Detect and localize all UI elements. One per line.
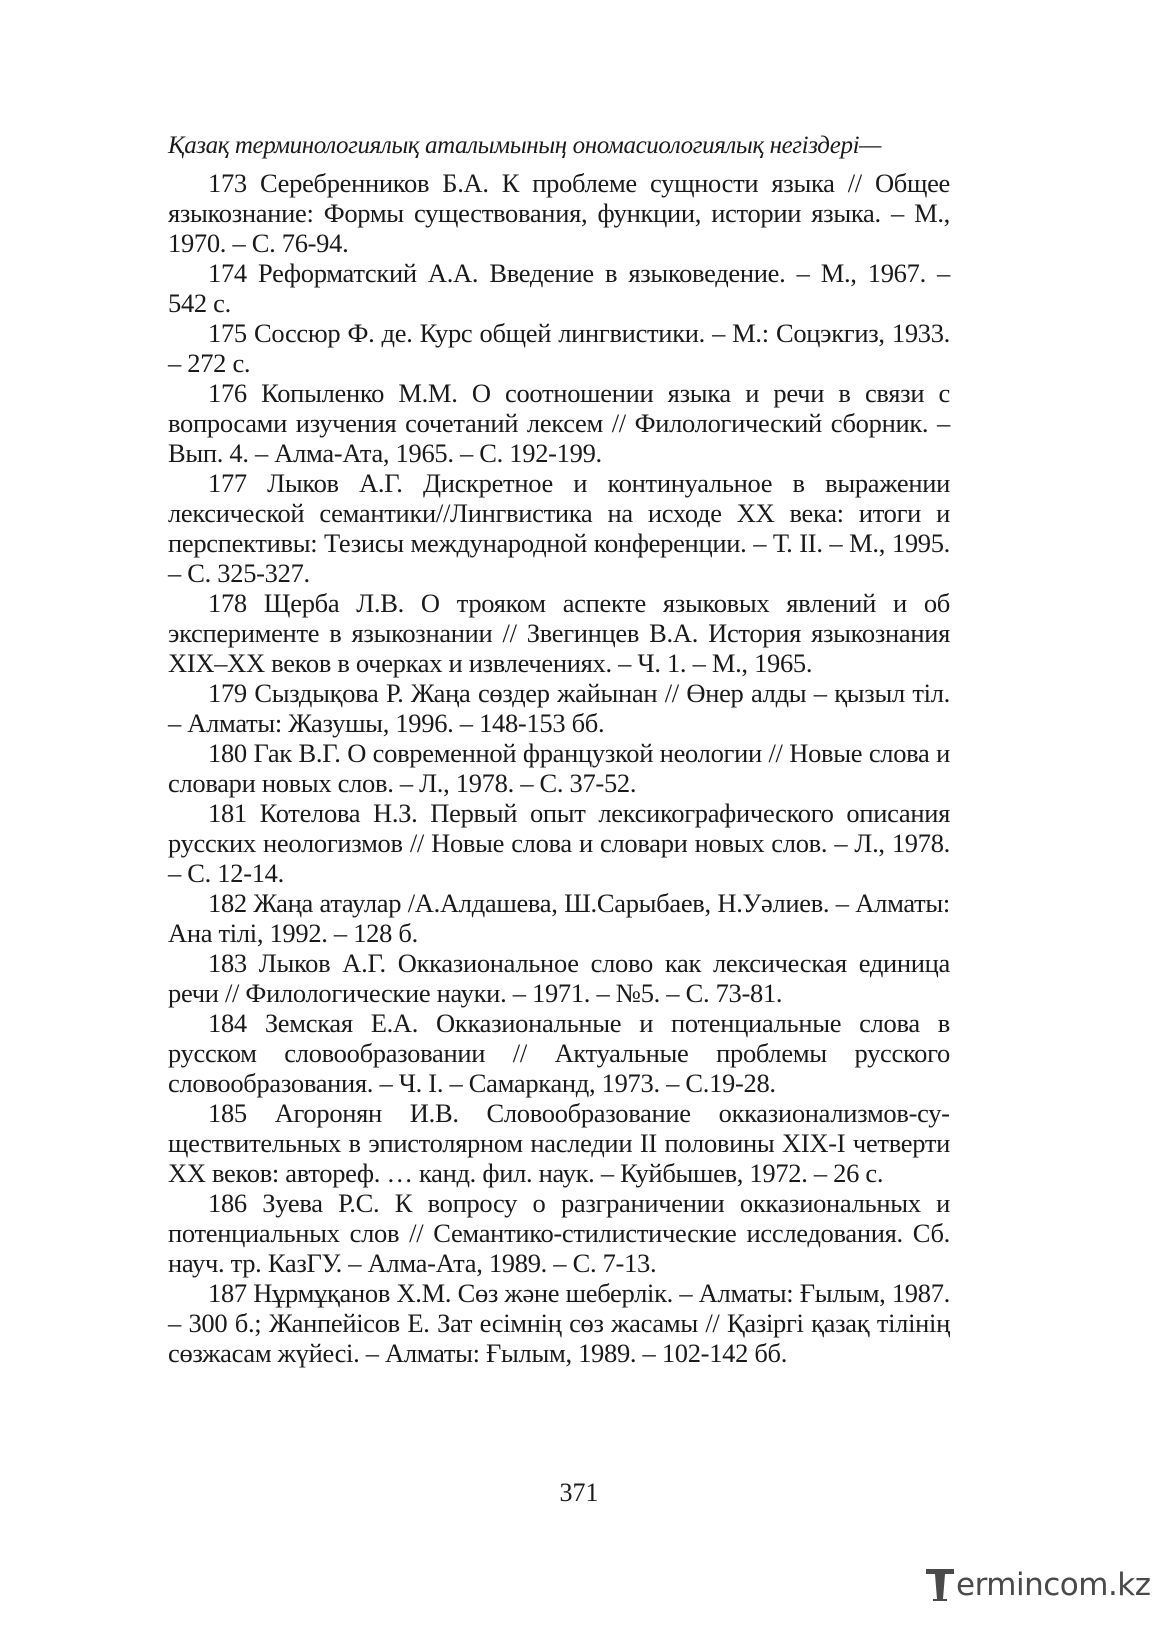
reference-184: 184 Земская Е.А. Окказиональные и потенциальные слова в русском словообразовании // Актуальные проблемы русского словообразования. – Ч. I. – Самарканд, 1973. – С.19-28.: [168, 1008, 950, 1098]
page-number: 371: [559, 1478, 599, 1507]
reference-180: 180 Гак В.Г. О современной французкой неологии // Новые слова и словари новых слов. – Л., 1978. – С. 37-52.: [168, 738, 950, 798]
reference-179: 179 Сыздықова Р. Жаңа сөздер жайынан // Өнер алды – қызыл тіл. – Алматы: Жазушы, 1996. – 148-153 бб.: [168, 678, 950, 738]
reference-187: 187 Нұрмұқанов Х.М. Сөз және шеберлік. – Алматы: Ғылым, 1987. – 300 б.; Жанпейісов Е. Зат есімнің сөз жасамы // Қазіргі қазақ тілінің сөзжасам жүйесі. – Алматы: Ғылым, 1989. – 102-142 бб.: [168, 1278, 950, 1368]
terminkom-watermark: [926, 1565, 1151, 1611]
reference-178: 178 Щерба Л.В. О трояком аспекте языковых явлений и об эксперименте в языкознании // Звегинцев В.А. История языкознания XIX–XX веков в очерках и извлечениях. – Ч. 1. – М., 1965.: [168, 588, 950, 678]
reference-185: 185 Агоронян И.В. Словообразование окказионализмов-существительных в эпистолярном наследии II половины XIX-I четверти XX веков: автореф. … канд. фил. наук. – Куйбышев, 1972. – 26 с.: [168, 1098, 950, 1188]
reference-list: [168, 168, 950, 1368]
running-header: Қазақ терминологиялық аталымының ономасиологиялық негіздері—: [168, 132, 881, 159]
reference-182: 182 Жаңа атаулар /А.Алдашева, Ш.Сарыбаев, Н.Уәлиев. – Алматы: Ана тілі, 1992. – 128 б.: [168, 888, 950, 948]
reference-177: 177 Лыков А.Г. Дискретное и континуальное в выражении лексической семантики//Лингвистика на исходе XX века: итоги и перспективы: Тезисы международной конференции. – Т. II. – М., 1995. – С. 325-327.: [168, 468, 950, 588]
reference-176: 176 Копыленко М.М. О соотношении языка и речи в связи с вопросами изучения сочетаний лексем // Филологический сборник. – Вып. 4. – Алма-Ата, 1965. – С. 192-199.: [168, 378, 950, 468]
watermark-text: ermincom.kz: [956, 1567, 1151, 1603]
reference-174: 174 Реформатский А.А. Введение в языковедение. – М., 1967. – 542 с.: [168, 258, 950, 318]
reference-186: 186 Зуева Р.С. К вопросу о разграничении окказиональных и потенциальных слов // Семантико-стилистические исследования. Сб. науч. тр. КазГУ. – Алма-Ата, 1989. – С. 7-13.: [168, 1188, 950, 1278]
reference-183: 183 Лыков А.Г. Окказиональное слово как лексическая единица речи // Филологические науки. – 1971. – №5. – С. 73-81.: [168, 948, 950, 1008]
terminkom-logo-icon: [926, 1565, 954, 1607]
reference-175: 175 Соссюр Ф. де. Курс общей лингвистики. – М.: Соцэкгиз, 1933. – 272 с.: [168, 318, 950, 378]
reference-173: 173 Серебренников Б.А. К проблеме сущности языка // Общее языкознание: Формы существования, функции, истории языка. – М., 1970. – С. 76-94.: [168, 168, 950, 258]
book-page: [168, 130, 950, 1368]
reference-181: 181 Котелова Н.З. Первый опыт лексикографического описания русских неологизмов // Новые слова и словари новых слов. – Л., 1978. – С. 12-14.: [168, 798, 950, 888]
